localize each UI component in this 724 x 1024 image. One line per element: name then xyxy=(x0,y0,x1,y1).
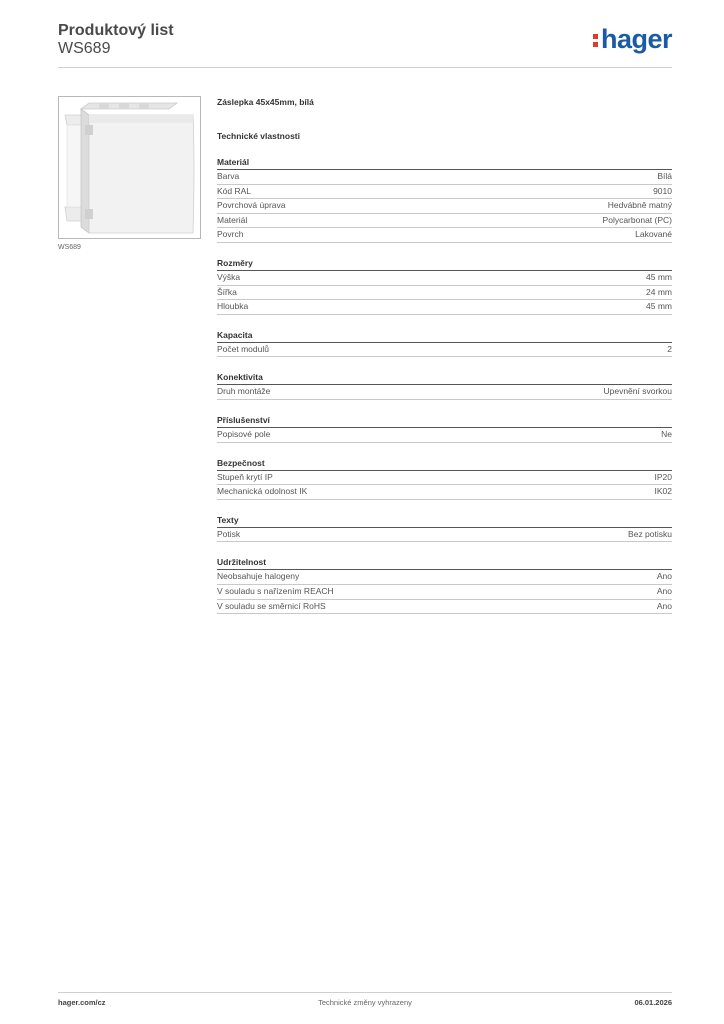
spec-row xyxy=(217,428,672,443)
spec-value: 45 mm xyxy=(646,271,672,282)
spec-content xyxy=(217,96,672,614)
spec-value: 2 xyxy=(667,343,672,354)
page-title: Produktový list xyxy=(58,22,174,39)
spec-value: 24 mm xyxy=(646,286,672,297)
spec-value: Ne xyxy=(661,428,672,439)
section-title: Konektivita xyxy=(217,371,672,385)
spec-label: Povrch xyxy=(217,229,244,240)
spec-label: Potisk xyxy=(217,528,241,539)
spec-label: Neobsahuje halogeny xyxy=(217,571,300,582)
product-image xyxy=(58,96,201,239)
header-divider xyxy=(58,67,672,68)
section-title: Texty xyxy=(217,514,672,528)
spec-section xyxy=(217,257,672,315)
spec-section xyxy=(217,556,672,614)
spec-row xyxy=(217,600,672,615)
footer-date: 06.01.2026 xyxy=(634,998,672,1007)
logo-text: hager xyxy=(600,24,672,54)
spec-row xyxy=(217,300,672,315)
section-title: Bezpečnost xyxy=(217,457,672,471)
spec-section xyxy=(217,329,672,358)
hager-logo xyxy=(593,24,672,54)
section-title: Materiál xyxy=(217,156,672,170)
spec-value: Upevnění svorkou xyxy=(603,386,672,397)
spec-row xyxy=(217,199,672,214)
spec-value: Hedvábně matný xyxy=(607,200,672,211)
spec-label: Povrchová úprava xyxy=(217,200,286,211)
spec-row xyxy=(217,185,672,200)
spec-label: V souladu se směrnicí RoHS xyxy=(217,600,326,611)
logo-dots-icon xyxy=(593,31,599,49)
spec-label: V souladu s nařízením REACH xyxy=(217,585,334,596)
section-title: Kapacita xyxy=(217,329,672,343)
spec-label: Barva xyxy=(217,171,240,181)
spec-value: Ano xyxy=(656,585,672,596)
spec-section xyxy=(217,457,672,500)
spec-row xyxy=(217,214,672,229)
spec-value: Ano xyxy=(656,571,672,582)
footer-website-link[interactable]: hager.com/cz xyxy=(58,998,106,1007)
spec-value: Bez potisku xyxy=(628,528,672,539)
spec-value: 45 mm xyxy=(646,301,672,312)
product-code: WS689 xyxy=(58,40,111,57)
spec-section xyxy=(217,514,672,543)
footer-divider xyxy=(58,992,672,993)
spec-label: Hloubka xyxy=(217,301,249,312)
spec-row xyxy=(217,228,672,243)
section-title: Rozměry xyxy=(217,257,672,271)
spec-value: Ano xyxy=(656,600,672,611)
product-name: Záslepka 45x45mm, bílá xyxy=(217,97,314,107)
spec-value: IK02 xyxy=(654,486,672,497)
spec-section xyxy=(217,371,672,400)
spec-label: Materiál xyxy=(217,214,248,225)
spec-value: IP20 xyxy=(654,471,672,482)
section-title: Udržitelnost xyxy=(217,556,672,570)
spec-section xyxy=(217,414,672,443)
spec-label: Druh montáže xyxy=(217,386,271,397)
spec-row xyxy=(217,528,672,543)
spec-row xyxy=(217,170,672,185)
spec-value: 9010 xyxy=(653,185,672,196)
spec-row xyxy=(217,585,672,600)
spec-value: Lakované xyxy=(635,229,672,240)
spec-label: Šířka xyxy=(217,286,237,297)
spec-label: Stupeň krytí IP xyxy=(217,471,273,482)
spec-label: Mechanická odolnost IK xyxy=(217,486,308,497)
section-title: Příslušenství xyxy=(217,414,672,428)
spec-label: Výška xyxy=(217,271,241,282)
spec-sections xyxy=(217,156,672,614)
footer-notice: Technické změny vyhrazeny xyxy=(318,998,412,1007)
spec-label: Počet modulů xyxy=(217,343,269,354)
blank-plate-icon xyxy=(59,97,200,238)
spec-row xyxy=(217,485,672,500)
spec-row xyxy=(217,385,672,400)
spec-value: Polycarbonat (PC) xyxy=(602,214,672,225)
spec-row xyxy=(217,570,672,585)
spec-section xyxy=(217,156,672,243)
spec-row xyxy=(217,343,672,358)
spec-label: Popisové pole xyxy=(217,428,271,439)
spec-row xyxy=(217,286,672,301)
image-caption: WS689 xyxy=(58,244,81,251)
spec-label: Kód RAL xyxy=(217,185,252,196)
spec-value: Bílá xyxy=(657,171,672,181)
tech-properties-heading: Technické vlastnosti xyxy=(217,131,300,141)
spec-row xyxy=(217,471,672,486)
spec-row xyxy=(217,271,672,286)
page-header xyxy=(58,22,672,68)
